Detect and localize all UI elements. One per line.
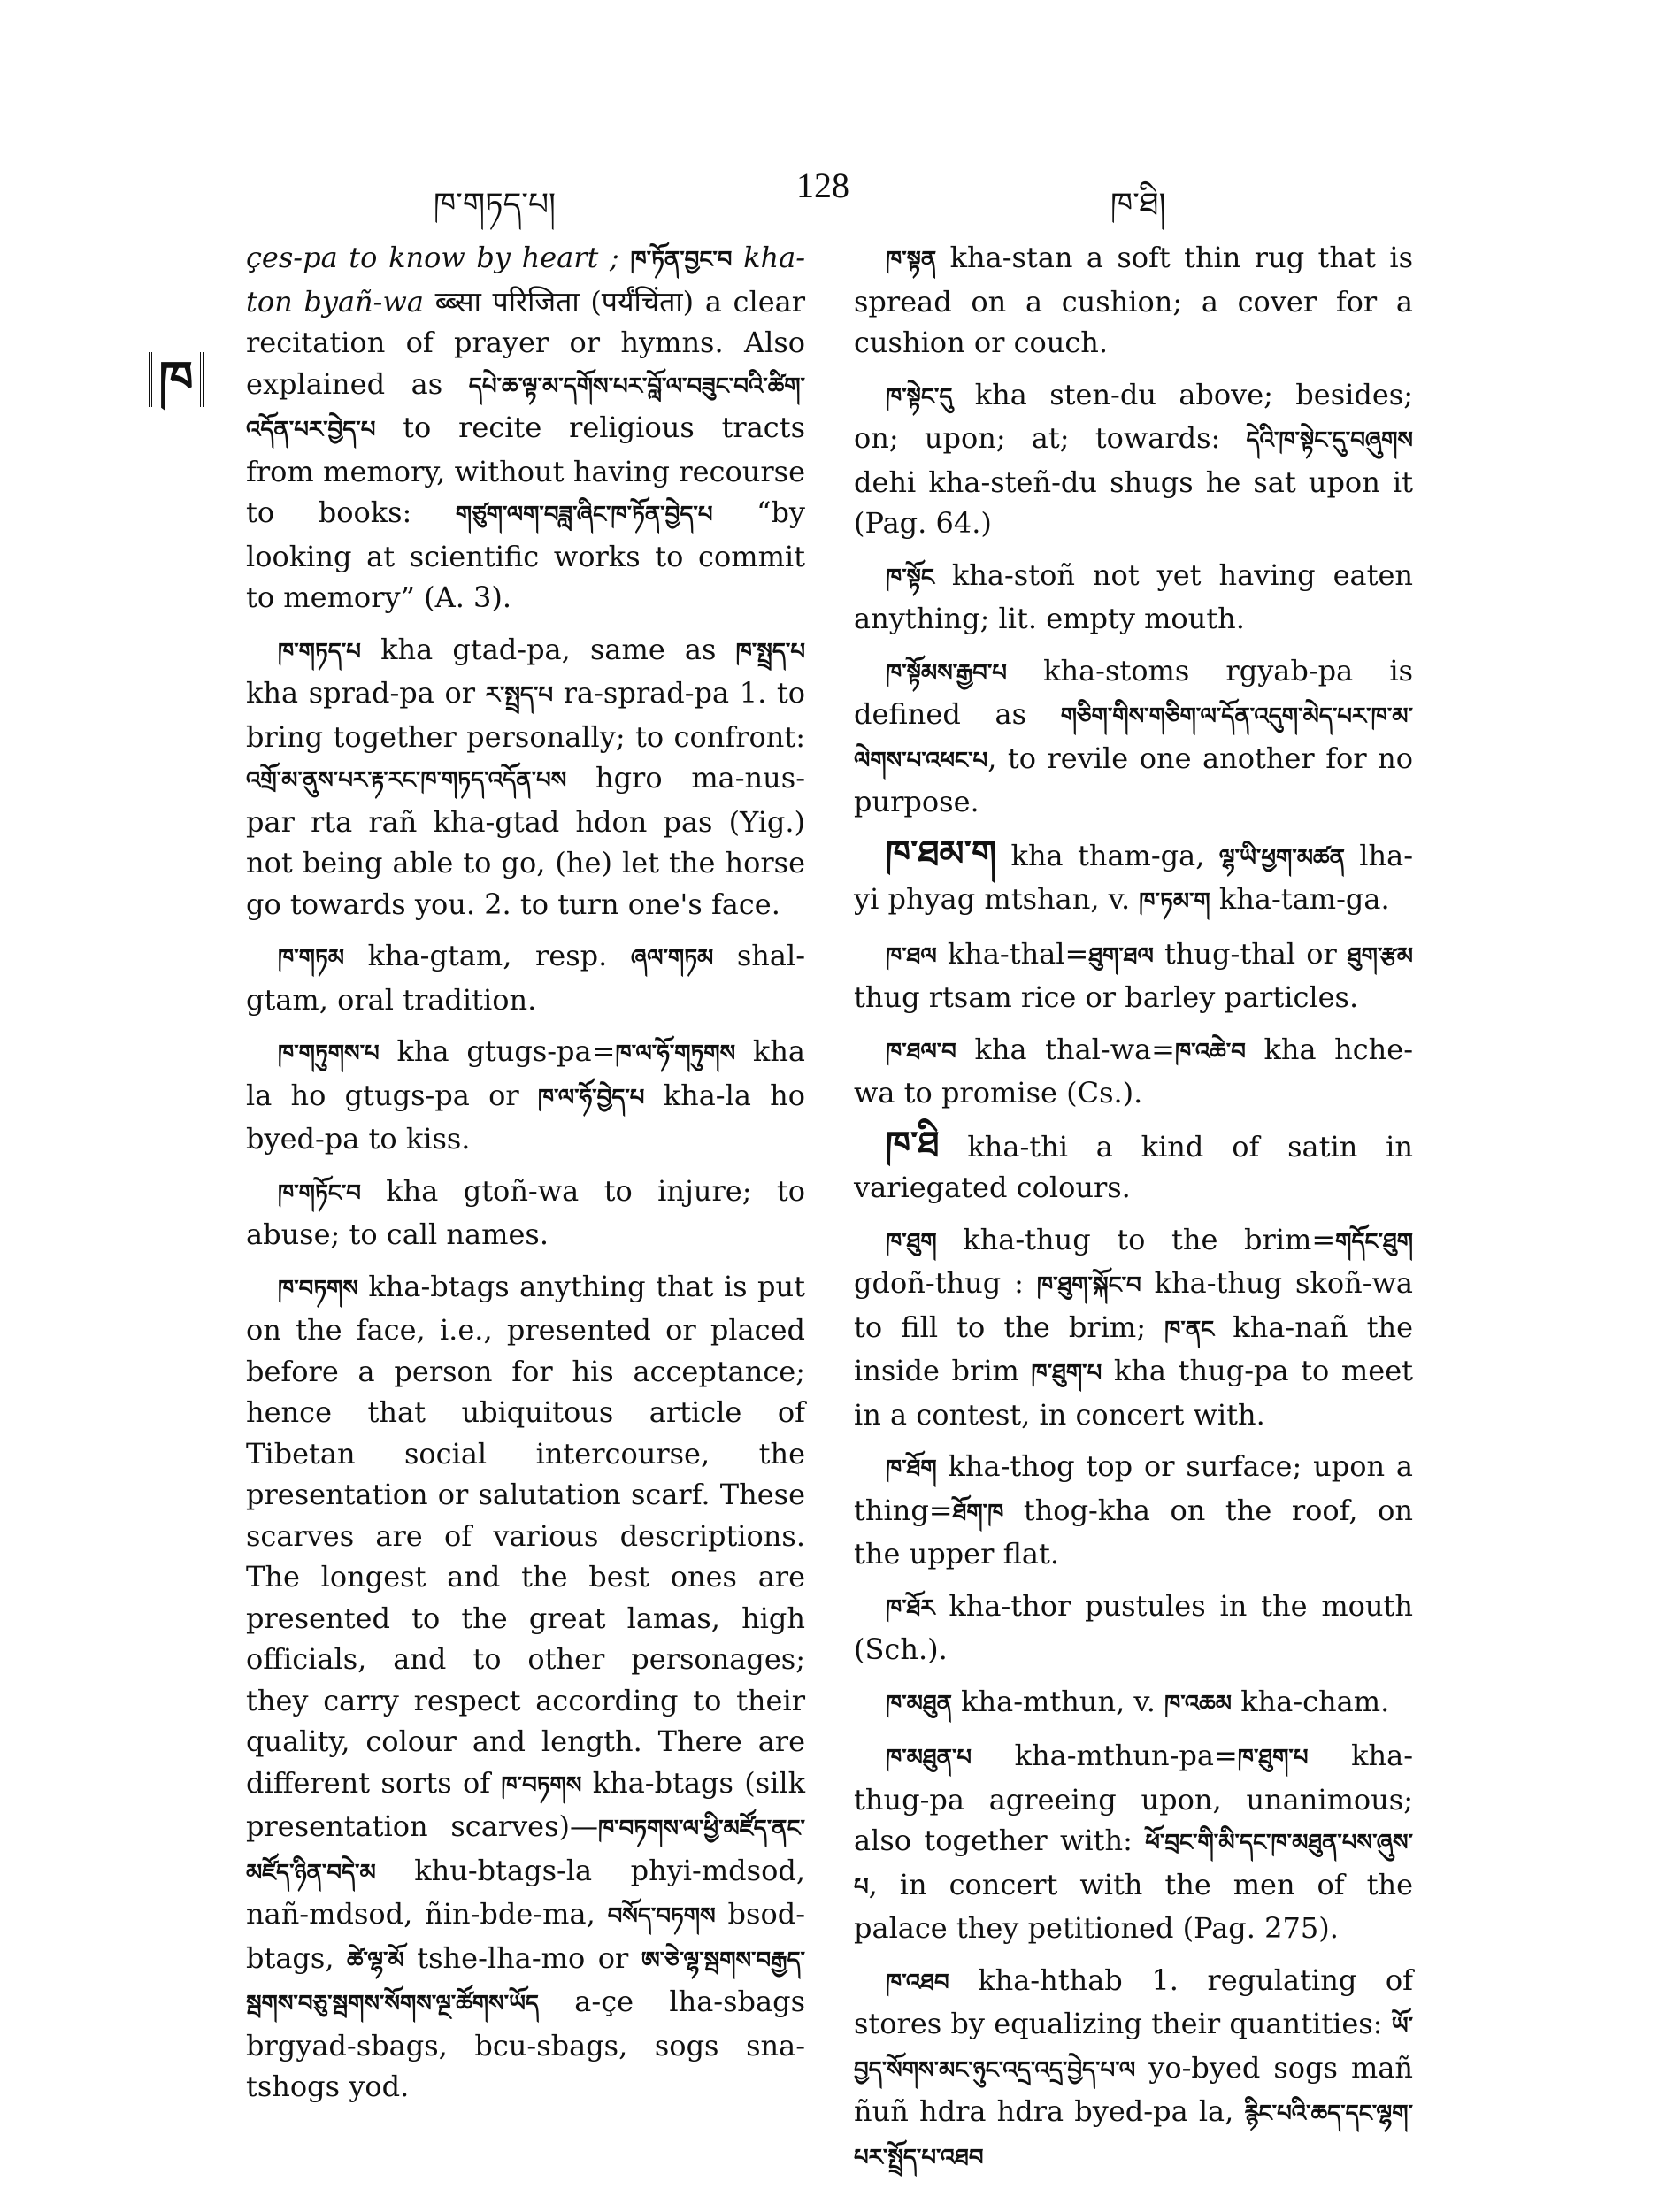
entry-kha-thor: ཁ་ཐོར kha-thor pustules in the mouth (Sch.). (854, 1588, 1413, 1666)
entry-kha-thal: ཁ་ཐལ kha-thal=ཐུག་ཐལ thug-thal or ཐུག་རྩམ thug rtsam rice or barley particles. (854, 936, 1414, 1014)
right-column (854, 237, 1413, 2189)
entry-kha-thog: ཁ་ཐོག kha-thog top or surface; upon a thing=ཐོག་ཁ thog-kha on the roof, on the upper flat. (854, 1449, 1413, 1571)
entry-kha-ston: ཁ་སྟོང kha-stoñ not yet having eaten anything; lit. empty mouth. (854, 557, 1413, 635)
entry-kha-thal-wa: ཁ་ཐལ་བ kha thal-wa=ཁ་འཆེ་བ kha hche-wa to promise (Cs.). (854, 1032, 1413, 1110)
marginal-letter-mark: ཁ (149, 352, 204, 407)
entry-kha-stan: ཁ་སྟན kha-stan a soft thin rug that is spread on a cushion; a cover for a cushion or couch. (854, 241, 1413, 359)
running-head-left: ཁ་གཏད་པ། (434, 187, 557, 223)
entry-kha-ton: çes-pa to know by heart ; ཁ་ཏོན་བྱང་བ kha-ton byañ-wa ब्ब्सा परिजिता (पर्यंचिंता) a clear recitation of prayer or hymns. Also explained as དཔེ་ཆ་ལྟ་མ་དགོས་པར་བློ་ལ་བཟུང་བའི་ཚིག་འདོན་པར་བྱེད་པ to recite religious tracts from memory, without having recourse to books: གཙུག་ལག་བཟླ་ཞིང་ཁ་ཏོན་བྱེད་པ “by looking at scientific works to commit to memory” (A. 3). (246, 241, 806, 614)
entry-kha-gtam: ཁ་གཏམ kha-gtam, resp. ཞལ་གཏམ shal-gtam, oral tradition. (246, 939, 805, 1017)
entry-kha-gtugs-pa: ཁ་གཏུགས་པ kha gtugs-pa=ཁ་ལ་ཧོ་གཏུགས kha la ho gtugs-pa or ཁ་ལ་ཧོ་བྱེད་པ kha-la ho byed-pa to kiss. (246, 1034, 806, 1156)
left-column (246, 237, 805, 2118)
entry-kha-gtad-pa: ཁ་གཏད་པ kha gtad-pa, same as ཁ་སྤྲད་པ kha sprad-pa or ར་སྤྲད་པ ra-sprad-pa 1. to bring together personally; to confront: འགྲོ་མ་ནུས་པར་རྟ་རང་ཁ་གཏད་འདོན་པས hgro ma-nus-par rta rañ kha-gtad hdon pas (Yig.) not being able to go, (he) let the horse go towards you. 2. to turn one's face. (246, 632, 805, 921)
entry-kha-tham-ga: ཁ་ཐམ་ག kha tham-ga, ལྷ་ཡི་ཕྱག་མཚན lha-yi phyag mtshan, v. ཁ་ཏམ་ག kha-tam-ga. (854, 833, 1414, 916)
entry-kha-gton-wa: ཁ་གཏོང་བ kha gtoñ-wa to injure; to abuse; to call names. (246, 1173, 805, 1251)
entry-kha-btags: ཁ་བཏགས kha-btags anything that is put on the face, i.e., presented or placed before a person for his acceptance; hence that ubiquitous article of Tibetan social intercourse, the presentation or salutation scarf. These scarves are of various descriptions. The longest and the best ones are presented to the great lamas, high officials, and to other personages; they carry respect according to their quality, colour and length. There are different sorts of ཁ་བཏགས kha-btags (silk presentation scarves)—ཁ་བཏགས་ལ་ཕྱི་མཛོད་ནང་མཛོད་ཉིན་བདེ་མ khu-btags-la phyi-mdsod, nañ-mdsod, ñin-bde-ma, བསོད་བཏགས bsod-btags, ཚེ་ལྷ་མོ tshe-lha-mo or ཨ་ཅེ་ལྷ་སྦགས་བརྒྱད་སྦགས་བཅུ་སྦགས་སོགས་ལྔ་ཚོགས་ཡོད a-çe lha-sbags brgyad-sbags, bcu-sbags, sogs sna-tshogs yod. (246, 1269, 806, 2103)
entry-kha-mthun-pa: ཁ་མཐུན་པ kha-mthun-pa=ཁ་ཐུག་པ kha-thug-pa agreeing upon, unanimous; also together with: ཕོ་བྲང་གི་མི་དང་ཁ་མཐུན་པས་ཞུས་པ, in concert with the men of the palace they petitioned (Pag. 275). (854, 1739, 1414, 1945)
entry-kha-hthab: ཁ་འཐབ kha-hthab 1. regulating of stores by equalizing their quantities: ཡོ་བྱད་སོགས་མང་ཉུང་འདྲ་འདྲ་བྱེད་པ་ལ yo-byed sogs mañ ñuñ hdra hdra byed-pa la, རྙིང་པའི་ཆད་དང་ལྷག་པར་སྤྲོད་པ་འཐབ (854, 1962, 1413, 2171)
page-header (0, 159, 1659, 221)
page-number: 128 (796, 165, 849, 205)
entry-kha-stoms: ཁ་སྟོམས་རྒྱབ་པ kha-stoms rgyab-pa is defined as གཅིག་གིས་གཅིག་ལ་དོན་འདུག་མེད་པར་ཁ་མ་ལེགས་པ་འཕང་པ, to revile one another for no purpose. (854, 653, 1413, 818)
entry-kha-mthun: ཁ་མཐུན kha-mthun, v. ཁ་འཆམ kha-cham. (886, 1684, 1390, 1718)
entry-kha-thi: ཁ་ཐི kha-thi a kind of satin in variegated colours. (854, 1124, 1413, 1204)
entry-kha-sten-du: ཁ་སྟེང་དུ kha sten-du above; besides; on; upon; at; towards: དེའི་ཁ་སྟེང་དུ་བཞུགས dehi kha-steñ-du shugs he sat upon it (Pag. 64.) (854, 377, 1413, 540)
running-head-right: ཁ་ཐི། (1110, 187, 1166, 223)
entry-kha-thug: ཁ་ཐུག kha-thug to the brim=གདོང་ཐུག gdoñ-thug : ཁ་ཐུག་སྐོང་བ kha-thug skoñ-wa to fill to the brim; ཁ་ནང kha-nañ the inside brim ཁ་ཐུག་པ kha thug-pa to meet in a contest, in concert with. (854, 1222, 1414, 1432)
